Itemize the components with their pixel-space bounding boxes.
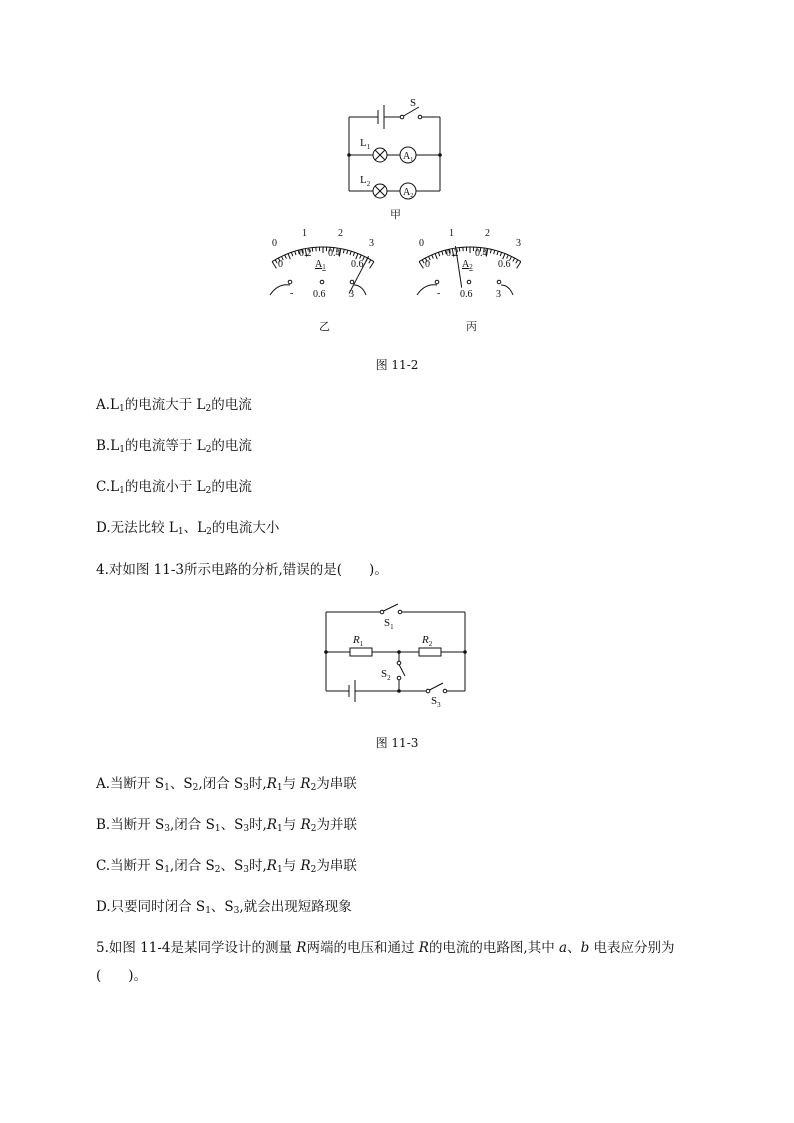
wire-right [354,285,366,295]
option-b: $B.L_1$的电流等于 $L_2$的电流 [96,438,252,455]
junction-dot [397,689,401,693]
switch-contact-right [418,115,422,119]
ammeter-dial-bing [405,225,535,335]
svg-text:0: 0 [278,259,283,270]
svg-text:3: 3 [349,289,354,300]
q4-option-a: A.当断开 $S_1$、$S_2$,闭合 $S_3$时$,R_1$与 $R_2$为串联 [96,776,357,793]
dial-tick [369,260,371,263]
wire-left [417,285,437,295]
dial-tick [285,255,287,259]
svg-text:S2: $S_2$ [381,668,391,682]
dial-tick [272,262,276,269]
svg-text:0.4: 0.4 [475,248,488,259]
q4-option-c: C.当断开 $S_1$,闭合 $S_2$、$S_3$时$,R_1$与 $R_2$为串联 [96,858,357,875]
figure-caption-11-2: 图 11-2 [375,358,419,372]
svg-text:S1: $S_1$ [384,617,394,631]
dial-tick [347,250,348,254]
lamp-l2 [373,184,387,198]
svg-text:0.4: 0.4 [328,248,341,259]
junction-dot [463,650,467,654]
figure-label-jia: 甲 [390,209,401,221]
dial-tick [343,249,344,253]
dial-tick [353,252,354,256]
svg-text:L2: $L_2$ [360,174,371,188]
option-a: $A.L_1$的电流大于 $L_2$的电流 [96,397,252,414]
svg-text:A1: $A_1$ [315,259,326,271]
svg-text:-: - [437,288,441,299]
switch-contact-left [400,115,404,119]
svg-text:0.6: 0.6 [498,259,511,270]
dial-tick [435,254,437,260]
svg-text:2: 2 [485,228,490,239]
svg-text:L1: $L_1$ [360,137,371,151]
dial-tick [275,260,277,263]
wire-right [501,285,513,295]
resistor-r2 [419,648,441,656]
question-4-stem: 4.对如图 11-3所示电路的分析,错误的是( )。 [96,562,388,578]
svg-text:3: 3 [496,289,501,300]
dial-tick [516,260,518,263]
svg-text:R2: $R_2$ [422,634,433,648]
lamp-l1 [373,148,387,162]
dial-tick [370,262,374,269]
svg-text:S3: $S_3$ [431,695,441,709]
svg-text:R1: $R_1$ [353,634,364,648]
dial-tick [350,251,351,255]
switch-label: S [410,97,417,109]
dial-tick [432,255,434,259]
svg-text:1: 1 [449,228,454,239]
circuit-diagram-jia [340,95,450,225]
dial-tick [295,251,296,255]
option-c: $C.L_1$的电流小于 $L_2$的电流 [96,479,252,496]
dial-tick [513,258,515,262]
svg-text:1: 1 [302,228,307,239]
svg-text:0: 0 [272,238,277,249]
dial-tick [419,262,423,269]
svg-text:2: 2 [338,228,343,239]
wire-left [270,285,290,295]
figure-label-bing: 丙 [466,321,477,333]
svg-text:0.6: 0.6 [313,289,326,300]
figure-caption-11-3: 图 11-3 [375,736,419,750]
junction-dot [324,650,328,654]
question-5-blank: ( )。 [96,968,148,984]
dial-tick [442,251,443,255]
svg-text:0.2: 0.2 [299,248,312,259]
dial-tick [422,260,424,263]
svg-text:0.2: 0.2 [446,248,459,259]
dial-tick [500,252,501,256]
svg-text:0: 0 [419,238,424,249]
svg-text:0.6: 0.6 [351,259,364,270]
circuit-diagram-11-3 [318,600,478,710]
dial-tick [291,252,292,256]
switch-s1-blade [384,604,399,611]
question-5-stem: 5.如图 11-4是某同学设计的测量 R两端的电压和通过 R的电流的电路图,其中 a、b 电表应分别为 [96,940,675,956]
dial-tick [288,254,290,260]
dial-tick [490,249,491,253]
dial-tick [494,250,495,254]
svg-text:0.6: 0.6 [460,289,473,300]
svg-text:3: 3 [369,238,374,249]
resistor-r1 [350,648,372,656]
svg-text:3: 3 [516,238,521,249]
svg-text:A2: $A_2$ [403,187,414,199]
junction-dot [397,650,401,654]
svg-text:A1: $A_1$ [403,151,414,163]
switch-s3-blade [430,683,444,690]
dial-tick [497,251,498,255]
q4-option-b: B.当断开 $S_3$,闭合 $S_1$、$S_3$时$,R_1$与 $R_2$为并联 [96,817,357,834]
dial-tick [438,252,439,256]
figure-label-yi: 乙 [319,321,330,333]
dial-tick [517,262,521,269]
switch-s2-blade [399,665,405,677]
svg-text:A2: $A_2$ [462,259,473,271]
svg-text:0: 0 [425,259,430,270]
q4-option-d: D.只要同时闭合 $S_1$、$S_3$,就会出现短路现象 [96,899,352,916]
ammeter-dial-yi [258,225,388,335]
option-d: D.无法比较 $L_1$、$L_2$的电流大小 [96,520,280,537]
junction-dot [347,153,351,157]
svg-text:-: - [290,288,294,299]
junction-dot [438,153,442,157]
